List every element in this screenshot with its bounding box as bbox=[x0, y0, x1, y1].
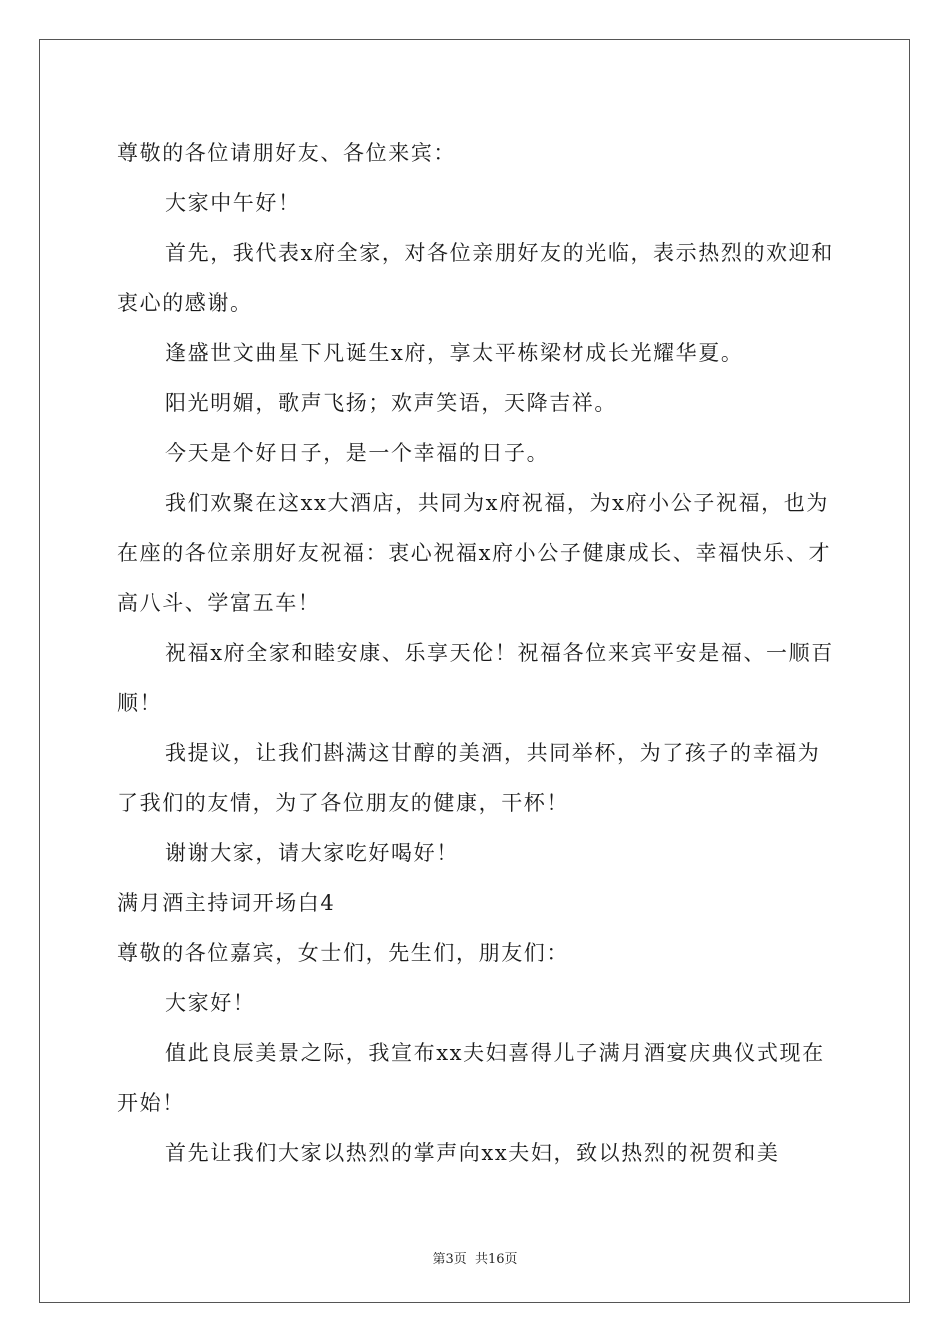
paragraph-greeting-2: 大家好！ bbox=[165, 991, 256, 1015]
paragraph-thanks: 谢谢大家，请大家吃好喝好！ bbox=[165, 841, 459, 865]
page-total: 共16页 bbox=[474, 1252, 518, 1267]
paragraph-salutation: 尊敬的各位请朋好友、各位来宾： bbox=[117, 141, 456, 165]
paragraph: 值此良辰美景之际，我宣布xx夫妇喜得儿子满月酒宴庆典仪式现在开始！ bbox=[117, 1041, 825, 1115]
page-number: 第3页 bbox=[432, 1252, 467, 1267]
document-body bbox=[117, 128, 837, 1178]
paragraph: 首先让我们大家以热烈的掌声向xx夫妇，致以热烈的祝贺和美 bbox=[165, 1141, 780, 1165]
page-footer bbox=[0, 1248, 950, 1267]
paragraph-salutation-2: 尊敬的各位嘉宾，女士们，先生们，朋友们： bbox=[117, 941, 569, 965]
paragraph: 我们欢聚在这xx大酒店，共同为x府祝福，为x府小公子祝福，也为在座的各位亲朋好友祝福：衷心祝福x府小公子健康成长、幸福快乐、才高八斗、学富五车！ bbox=[117, 491, 832, 615]
paragraph: 阳光明媚，歌声飞扬；欢声笑语，天降吉祥。 bbox=[165, 391, 617, 415]
section-heading: 满月酒主持词开场白4 bbox=[117, 891, 336, 915]
paragraph: 祝福x府全家和睦安康、乐享天伦！祝福各位来宾平安是福、一顺百顺！ bbox=[117, 641, 834, 715]
paragraph: 逢盛世文曲星下凡诞生x府，享太平栋梁材成长光耀华夏。 bbox=[165, 341, 744, 365]
paragraph: 首先，我代表x府全家，对各位亲朋好友的光临，表示热烈的欢迎和衷心的感谢。 bbox=[117, 241, 834, 315]
paragraph: 我提议，让我们斟满这甘醇的美酒，共同举杯，为了孩子的幸福为了我们的友情，为了各位朋友的健康，干杯！ bbox=[117, 741, 821, 815]
paragraph: 今天是个好日子，是一个幸福的日子。 bbox=[165, 441, 550, 465]
paragraph-greeting: 大家中午好！ bbox=[165, 191, 301, 215]
